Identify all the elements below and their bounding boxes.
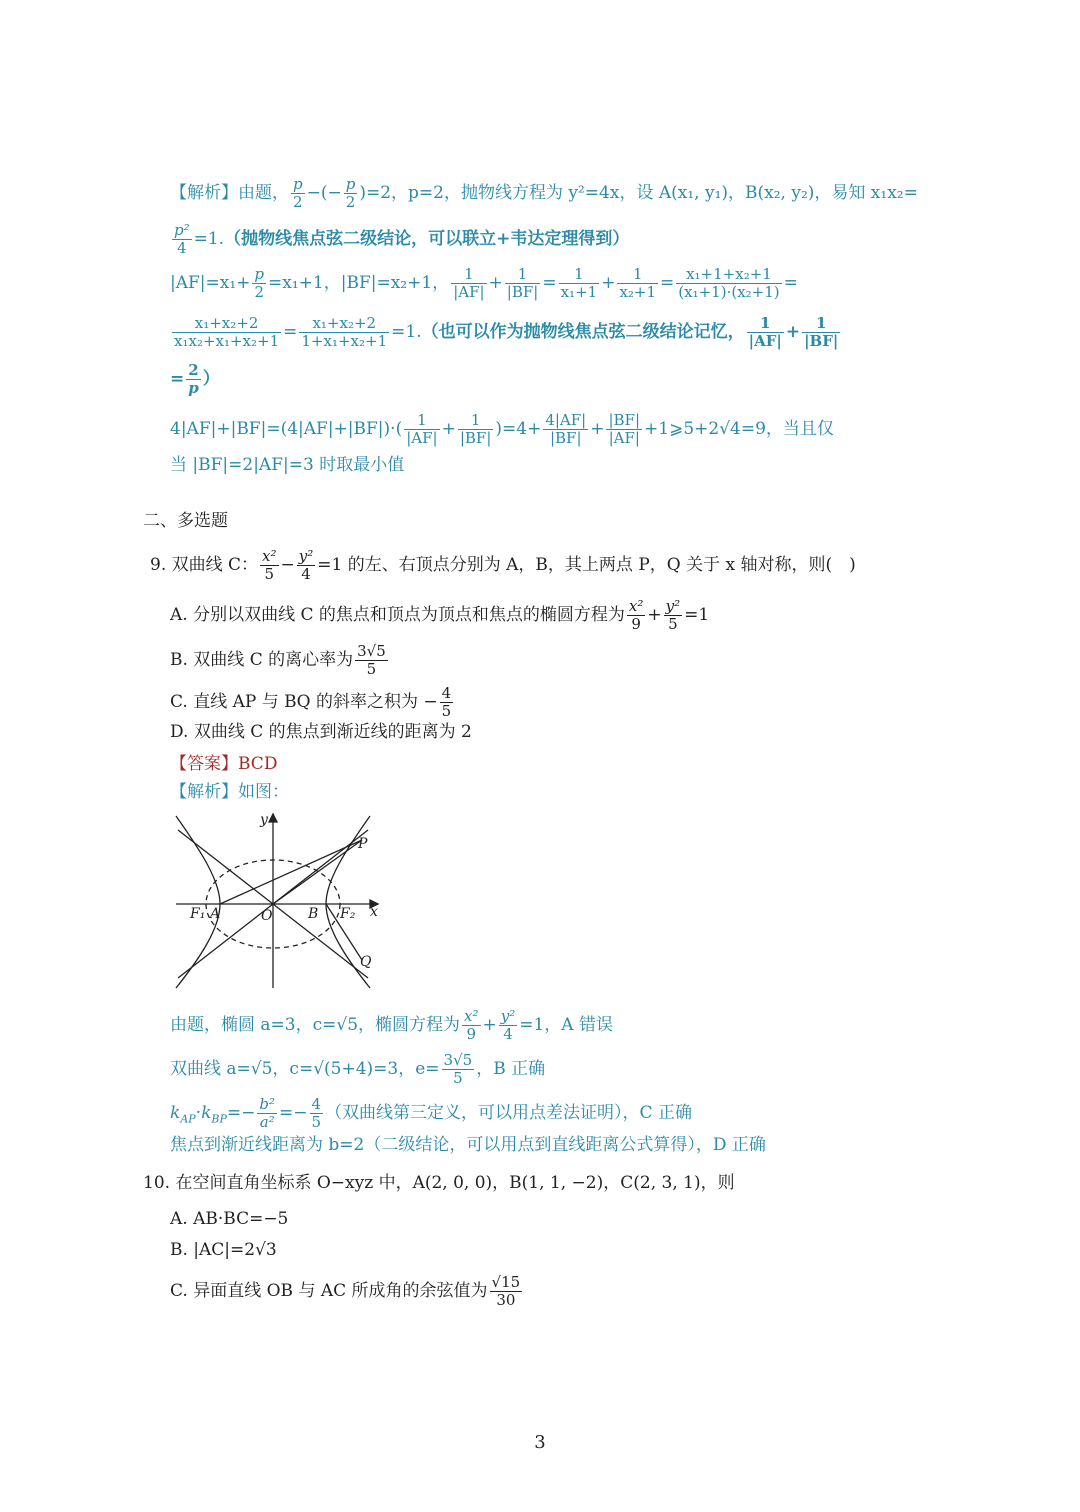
fraction: $\frac{\text{y²}}{5}$ xyxy=(665,597,681,633)
q9-option-c xyxy=(170,685,455,720)
fraction: $\frac{3√5}{5}$ xyxy=(357,642,386,678)
y-axis-arrow xyxy=(269,814,277,822)
fraction: $\frac{1}{\text{x₂+1}}$ xyxy=(619,265,657,301)
q9-solution-3 xyxy=(170,1096,692,1131)
fraction: $\frac{1}{|AF|}$ xyxy=(748,314,782,350)
text: =1 的左、右顶点分别为 A，B，其上两点 P，Q 关于 x 轴对称，则( ) xyxy=(317,555,856,575)
label-A: A xyxy=(210,906,221,922)
q9-answer xyxy=(170,752,277,776)
text: =− xyxy=(279,1103,308,1123)
s8-line4: $\frac{\text{x₁+x₂+2}}{\text{x₁x₂+x₁+x₂+1}}$ = $\frac{\text{x₁+x₂+2}}{\text{1+x₁+x₂+1}}$ =1.（也可以作为抛物线焦点弦二级结论记忆， $\frac{1}{|AF|}$ + $\frac{1}{|BF|}$ xyxy=(174,314,839,350)
fraction: $\frac{p}{2}$ xyxy=(293,175,303,211)
text: 4|AF|+|BF|=(4|AF|+|BF|)·( xyxy=(170,419,403,439)
text: =1，A 错误 xyxy=(519,1015,613,1035)
text: =1 xyxy=(684,605,710,625)
subscript: AP xyxy=(180,1112,196,1126)
text: =1. xyxy=(391,322,422,342)
q9-option-d: D. 双曲线 C 的焦点到渐近线的距离为 2 xyxy=(170,722,472,742)
q9-stem: 9. 双曲线 C： $\frac{\text{x²}}{5}$ − $\frac{\text{y²}}{4}$ =1 的左、右顶点分别为 A，B，其上两点 P，Q 关于 x 轴对称，则( ) xyxy=(150,547,856,583)
fraction: $\frac{4|AF|}{|BF|}$ xyxy=(545,411,587,447)
text: A. 分别以双曲线 C 的焦点和顶点为顶点和焦点的椭圆方程为 xyxy=(170,605,625,625)
q9-solution-2 xyxy=(170,1052,545,1087)
fraction: $\frac{\text{p²}}{4}$ xyxy=(174,221,190,257)
label-F2: F₂ xyxy=(340,906,356,922)
label-O: O xyxy=(261,908,273,924)
s8-line2 xyxy=(170,222,629,257)
text: B. 双曲线 C 的离心率为 xyxy=(170,650,354,670)
text: ） xyxy=(202,369,220,389)
fraction: $\frac{1}{|AF|}$ xyxy=(406,411,438,447)
fraction: $\frac{\text{x₁+1+x₂+1}}{\text{(x₁+1)·(x₂+1)}}$ xyxy=(678,265,780,301)
label-y: y xyxy=(260,812,268,828)
s8-line1 xyxy=(170,176,918,211)
q9-analysis-intro xyxy=(170,780,289,804)
q9-solution-4: 焦点到渐近线距离为 b=2（二级结论，可以用点到直线距离公式算得），D 正确 xyxy=(170,1135,766,1155)
fraction: $\frac{1}{\text{x₁+1}}$ xyxy=(560,265,598,301)
subscript: BP xyxy=(211,1112,227,1126)
s8-line6: 4|AF|+|BF|=(4|AF|+|BF|)·( $\frac{1}{|AF|}$ + $\frac{1}{|BF|}$ )=4+ $\frac{4|AF|}{|BF|}$ + $\frac{|BF|}{|AF|}$ +1⩾5+2√4=9，当且仅 xyxy=(170,411,834,447)
fraction: $\frac{\text{b²}}{\text{a²}}$ xyxy=(259,1095,276,1131)
text: k xyxy=(170,1103,181,1123)
bold-note: （也可以作为抛物线焦点弦二级结论记忆， xyxy=(421,322,745,342)
text: C. 直线 AP 与 BQ 的斜率之积为 − xyxy=(170,692,438,712)
fraction: $\frac{\text{x₁+x₂+2}}{\text{1+x₁+x₂+1}}$ xyxy=(301,314,388,350)
q10-stem: 10. 在空间直角坐标系 O−xyz 中，A(2, 0, 0)，B(1, 1, −2)，C(2, 3, 1)，则 xyxy=(143,1173,735,1193)
fraction: $\frac{|BF|}{|AF|}$ xyxy=(608,411,641,447)
fraction: $\frac{\text{y²}}{4}$ xyxy=(298,547,314,583)
line-AP xyxy=(220,840,362,904)
text: 9. 双曲线 C： xyxy=(150,555,259,575)
text: =x₁+1，|BF|=x₂+1， xyxy=(268,273,450,293)
text: 如图： xyxy=(238,782,289,802)
answer-tag: 【答案】 xyxy=(170,754,238,774)
hyperbola-diagram xyxy=(170,810,385,992)
text: )=2，p=2，抛物线方程为 y²=4x，设 A(x₁, y₁)，B(x₂, y₂)，易知 x₁x₂= xyxy=(359,183,918,203)
text: |AF|=x₁+ xyxy=(170,273,251,293)
analysis-tag: 【解析】 xyxy=(170,183,238,203)
fraction: $\frac{\text{x²}}{5}$ xyxy=(262,547,277,583)
text: ·k xyxy=(195,1103,212,1123)
fraction: $\frac{4}{5}$ xyxy=(441,684,452,720)
fraction: $\frac{2}{p}$ xyxy=(188,361,199,397)
q10-option-b: B. |AC|=2√3 xyxy=(170,1240,277,1260)
text: −(− xyxy=(306,183,342,203)
fraction: $\frac{4}{5}$ xyxy=(311,1095,322,1131)
label-B: B xyxy=(308,906,319,922)
text: 双曲线 a=√5，c=√(5+4)=3，e= xyxy=(170,1059,440,1079)
fraction: $\frac{1}{|BF|}$ xyxy=(506,265,539,301)
q10-option-c xyxy=(170,1274,524,1309)
text: =1. xyxy=(193,229,225,249)
text: 由题， xyxy=(238,183,289,203)
analysis-tag: 【解析】 xyxy=(170,782,238,802)
s8-line7: 当 |BF|=2|AF|=3 时取最小值 xyxy=(170,455,405,475)
q10-option-a: A. AB·BC=−5 xyxy=(170,1209,289,1229)
s8-line5: = $\frac{2}{p}$ ） xyxy=(170,361,220,397)
fraction: $\frac{3√5}{5}$ xyxy=(443,1051,473,1087)
s8-line3: |AF|=x₁+ $\frac{p}{2}$ =x₁+1，|BF|=x₂+1， $\frac{1}{|AF|}$ + $\frac{1}{|BF|}$ = $\frac{1}{\text{x₁+1}}$ + $\frac{1}{\text{x₂+1}}$ = $\frac{\text{x₁+1+x₂+1}}{\text{(x₁+1)·(x₂+1)}}$ = xyxy=(170,265,798,301)
text: ，B 正确 xyxy=(476,1059,546,1079)
label-x: x xyxy=(370,904,378,920)
text: 由题，椭圆 a=3，c=√5，椭圆方程为 xyxy=(170,1015,461,1035)
line-OP xyxy=(273,840,362,904)
fraction: $\frac{\text{y²}}{4}$ xyxy=(500,1007,516,1043)
label-Q: Q xyxy=(360,954,372,970)
text: )=4+ xyxy=(495,419,542,439)
fraction: $\frac{√15}{30}$ xyxy=(491,1273,521,1309)
fraction: $\frac{p}{2}$ xyxy=(345,175,356,211)
fraction: $\frac{\text{x²}}{9}$ xyxy=(628,597,644,633)
text: （双曲线第三定义，可以用点差法证明），C 正确 xyxy=(325,1103,692,1123)
text: =− xyxy=(226,1103,256,1123)
q9-option-b xyxy=(170,643,390,678)
fraction: $\frac{1}{|AF|}$ xyxy=(453,265,485,301)
text: C. 异面直线 OB 与 AC 所成角的余弦值为 xyxy=(170,1281,488,1301)
label-F1: F₁ xyxy=(190,906,206,922)
fraction: $\frac{\text{x₁+x₂+2}}{\text{x₁x₂+x₁+x₂+1}}$ xyxy=(174,314,280,350)
section-heading: 二、多选题 xyxy=(143,511,228,531)
answer-value: BCD xyxy=(238,754,278,774)
q9-solution-1: 由题，椭圆 a=3，c=√5，椭圆方程为 $\frac{\text{x²}}{9}$ + $\frac{\text{y²}}{4}$ =1，A 错误 xyxy=(170,1007,613,1043)
text: +1⩾5+2√4=9，当且仅 xyxy=(644,419,834,439)
page-number: 3 xyxy=(534,1432,546,1453)
fraction: $\frac{1}{|BF|}$ xyxy=(459,411,492,447)
line-BP-dummy xyxy=(326,840,362,904)
fraction: $\frac{1}{|BF|}$ xyxy=(804,314,839,350)
bold-note: （抛物线焦点弦二级结论，可以联立+韦达定理得到） xyxy=(224,229,630,249)
fraction: $\frac{p}{2}$ xyxy=(254,265,265,301)
q9-option-a: A. 分别以双曲线 C 的焦点和顶点为顶点和焦点的椭圆方程为 $\frac{\text{x²}}{9}$ + $\frac{\text{y²}}{5}$ =1 xyxy=(170,597,710,633)
label-P: P xyxy=(358,836,368,852)
fraction: $\frac{\text{x²}}{9}$ xyxy=(464,1007,479,1043)
